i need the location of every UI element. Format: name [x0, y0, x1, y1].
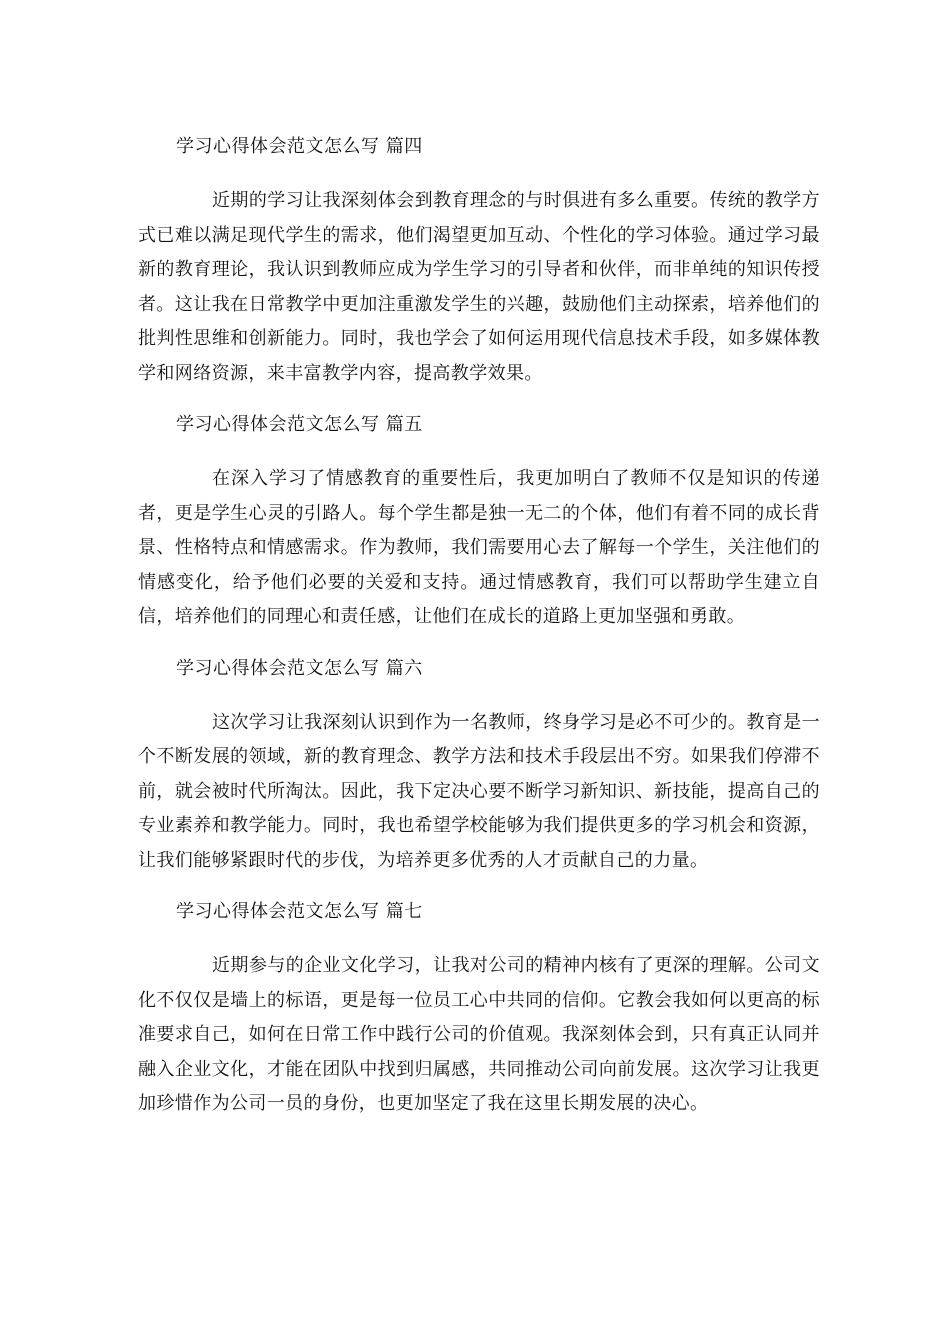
section-title-4: 学习心得体会范文怎么写 篇四: [176, 136, 423, 157]
section-body-5: 在深入学习了情感教育的重要性后，我更加明白了教师不仅是知识的传递者，更是学生心灵的引路人。每个学生都是独一无二的个体，他们有着不同的成长背景、性格特点和情感需求。作为教师，我们需要用心去了解每一个学生，关注他们的情感变化，给予他们必要的关爱和支持。通过情感教育，我们可以帮助学生建立自信，培养他们的同理心和责任感，让他们在成长的道路上更加坚强和勇敢。: [138, 468, 820, 627]
section-title-6: 学习心得体会范文怎么写 篇六: [176, 657, 423, 679]
section-title-7: 学习心得体会范文怎么写 篇七: [176, 901, 423, 922]
section-body-4: 近期的学习让我深刻体会到教育理念的与时俱进有多么重要。传统的教学方式已难以满足现代学生的需求，他们渴望更加互动、个性化的学习体验。通过学习最新的教育理论，我认识到教师应成为学生学习的引导者和伙伴，而非单纯的知识传授者。这让我在日常教学中更加注重激发学生的兴趣，鼓励他们主动探索，培养他们的批判性思维和创新能力。同时，我也学会了如何运用现代信息技术手段，如多媒体教学和网络资源，来丰富教学内容，提高教学效果。: [138, 190, 820, 384]
section-body-7: 近期参与的企业文化学习，让我对公司的精神内核有了更深的理解。公司文化不仅仅是墙上的标语，更是每一位员工心中共同的信仰。它教会我如何以更高的标准要求自己，如何在日常工作中践行公司的价值观。我深刻体会到，只有真正认同并融入企业文化，才能在团队中找到归属感，共同推动公司向前发展。这次学习让我更加珍惜作为公司一员的身份，也更加坚定了我在这里长期发展的决心。: [138, 955, 820, 1114]
section-body-6: 这次学习让我深刻认识到作为一名教师，终身学习是必不可少的。教育是一个不断发展的领域，新的教育理念、教学方法和技术手段层出不穷。如果我们停滞不前，就会被时代所淘汰。因此，我下定决心要不断学习新知识、新技能，提高自己的专业素养和教学能力。同时，我也希望学校能够为我们提供更多的学习机会和资源，让我们能够紧跟时代的步伐，为培养更多优秀的人才贡献自己的力量。: [138, 711, 820, 871]
section-title-5: 学习心得体会范文怎么写 篇五: [176, 414, 423, 435]
